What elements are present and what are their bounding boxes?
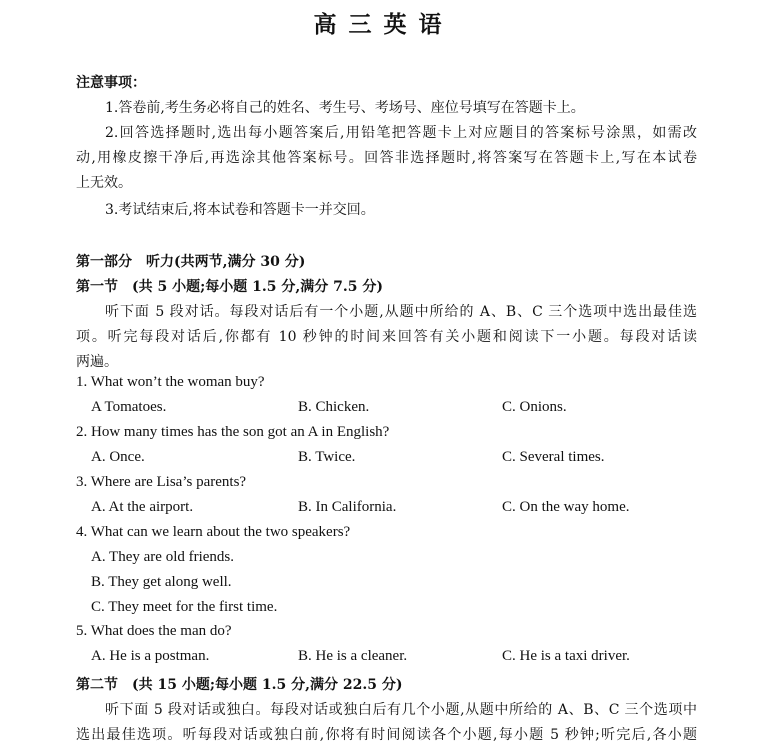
question-4-option-b: B. They get along well. [91,574,232,590]
section-1-instructions-line-2: 项。听完每段对话后,你都有 10 秒钟的时间来回答有关小题和阅读下一小题。每段对话读 [76,329,697,345]
question-1-option-c: C. Onions. [502,399,567,415]
part-1-heading: 第一部分 听力(共两节,满分 30 分) [76,254,306,270]
notice-item-2-line-3: 上无效。 [76,175,132,191]
question-4-option-c: C. They meet for the first time. [91,599,278,615]
section-2-heading: 第二节 (共 15 小题;每小题 1.5 分,满分 22.5 分) [76,677,403,693]
section-1-instructions-line-1: 听下面 5 段对话。每段对话后有一个小题,从题中所给的 A、B、C 三个选项中选出最佳选 [105,304,697,320]
section-2-instructions-line-2: 选出最佳选项。听每段对话或独白前,你将有时间阅读各个小题,每小题 5 秒钟;听完后,各小题 [76,727,697,743]
question-2-option-c: C. Several times. [502,449,605,465]
question-1-option-a: A Tomatoes. [91,399,167,415]
question-5-option-b: B. He is a cleaner. [298,648,408,664]
question-4-stem: 4. What can we learn about the two speakers? [76,524,351,540]
question-4-option-a: A. They are old friends. [91,549,235,565]
question-2-option-a: A. Once. [91,449,145,465]
question-1-option-b: B. Chicken. [298,399,370,415]
question-3-stem: 3. Where are Lisa’s parents? [76,474,247,490]
question-5-stem: 5. What does the man do? [76,623,232,639]
question-3-option-b: B. In California. [298,499,397,515]
notice-item-2-line-2: 动,用橡皮擦干净后,再选涂其他答案标号。回答非选择题时,将答案写在答题卡上,写在本试卷 [76,150,697,166]
question-5-option-c: C. He is a taxi driver. [502,648,630,664]
question-2-stem: 2. How many times has the son got an A in English? [76,424,390,440]
notice-heading: 注意事项： [76,75,146,91]
section-1-instructions-line-3: 两遍。 [76,354,118,370]
question-3-option-a: A. At the airport. [91,499,194,515]
notice-item-3: 3.考试结束后,将本试卷和答题卡一并交回。 [105,202,375,218]
page-title: 高三英语 [313,11,454,38]
section-2-instructions-line-1: 听下面 5 段对话或独白。每段对话或独白后有几个小题,从题中所给的 A、B、C 三个选项中 [105,702,697,718]
section-1-heading: 第一节 (共 5 小题;每小题 1.5 分,满分 7.5 分) [76,279,383,295]
notice-item-1: 1.答卷前,考生务必将自己的姓名、考生号、考场号、座位号填写在答题卡上。 [105,100,585,116]
question-5-option-a: A. He is a postman. [91,648,210,664]
question-2-option-b: B. Twice. [298,449,356,465]
question-3-option-c: C. On the way home. [502,499,630,515]
question-1-stem: 1. What won’t the woman buy? [76,374,265,390]
notice-item-2-line-1: 2.回答选择题时,选出每小题答案后,用铅笔把答题卡上对应题目的答案标号涂黑，如需改 [105,125,697,141]
